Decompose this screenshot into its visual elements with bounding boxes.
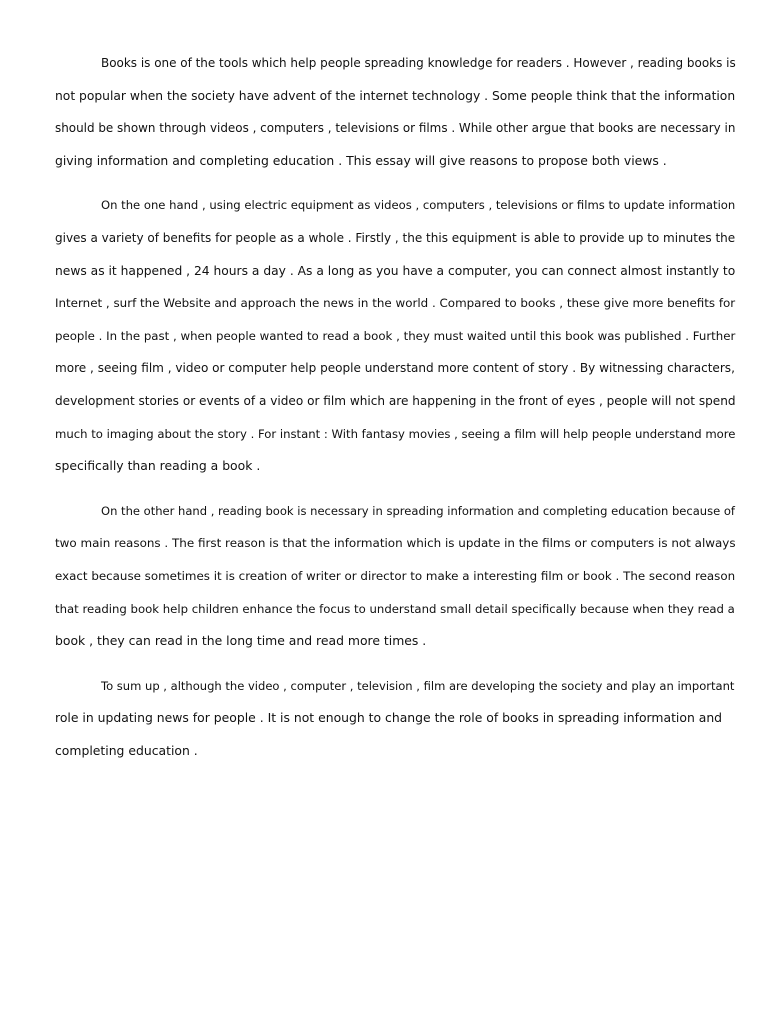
text-line: more , seeing film , video or computer help people understand more content of story . By witnessing characters,	[55, 361, 735, 376]
text-line: not popular when the society have advent of the internet technology . Some people think that the information	[55, 88, 736, 103]
text-line: that reading book help children enhance the focus to understand small detail specifically because when they read a	[55, 601, 735, 616]
paragraph-one-hand	[55, 189, 735, 482]
text-line: specifically than reading a book .	[55, 458, 261, 474]
text-line: To sum up , although the video , computer , television , film are developing the society and play an important	[101, 678, 735, 693]
text-line: much to imaging about the story . For instant : With fantasy movies , seeing a film will help people understand more	[55, 426, 736, 441]
essay-body	[55, 47, 735, 779]
text-line: gives a variety of benefits for people as a whole . Firstly , the this equipment is able to provide up to minutes the	[55, 230, 736, 245]
text-line: Books is one of the tools which help people spreading knowledge for readers . However , reading books is	[101, 56, 736, 70]
text-line: development stories or events of a video or film which are happening in the front of eyes , people will not spend	[55, 393, 736, 408]
text-line: exact because sometimes it is creation of writer or director to make a interesting film or book . The second reason	[55, 568, 736, 583]
text-line: people . In the past , when people wanted to read a book , they must waited until this book was published . Further	[55, 328, 736, 343]
text-line: book , they can read in the long time and read more times .	[55, 633, 427, 649]
text-line: news as it happened , 24 hours a day . As a long as you have a computer, you can connect almost instantly to	[55, 263, 736, 278]
paragraph-conclusion	[55, 670, 735, 768]
paragraph-other-hand	[55, 495, 735, 658]
text-line: role in updating news for people . It is not enough to change the role of books in spreading information and	[55, 710, 723, 726]
text-line: Internet , surf the Website and approach the news in the world . Compared to books , these give more benefits for	[55, 296, 736, 311]
text-line: should be shown through videos , computers , televisions or films . While other argue that books are necessary in	[55, 121, 736, 136]
text-line: On the one hand , using electric equipment as videos , computers , televisions or films to update information	[101, 198, 736, 213]
paragraph-introduction	[55, 47, 735, 177]
text-line: giving information and completing education . This essay will give reasons to propose both views .	[55, 152, 667, 168]
text-line: On the other hand , reading book is necessary in spreading information and completing education because of	[101, 503, 735, 518]
text-line: completing education .	[55, 742, 198, 758]
text-line: two main reasons . The first reason is that the information which is update in the films or computers is not always	[55, 536, 736, 551]
